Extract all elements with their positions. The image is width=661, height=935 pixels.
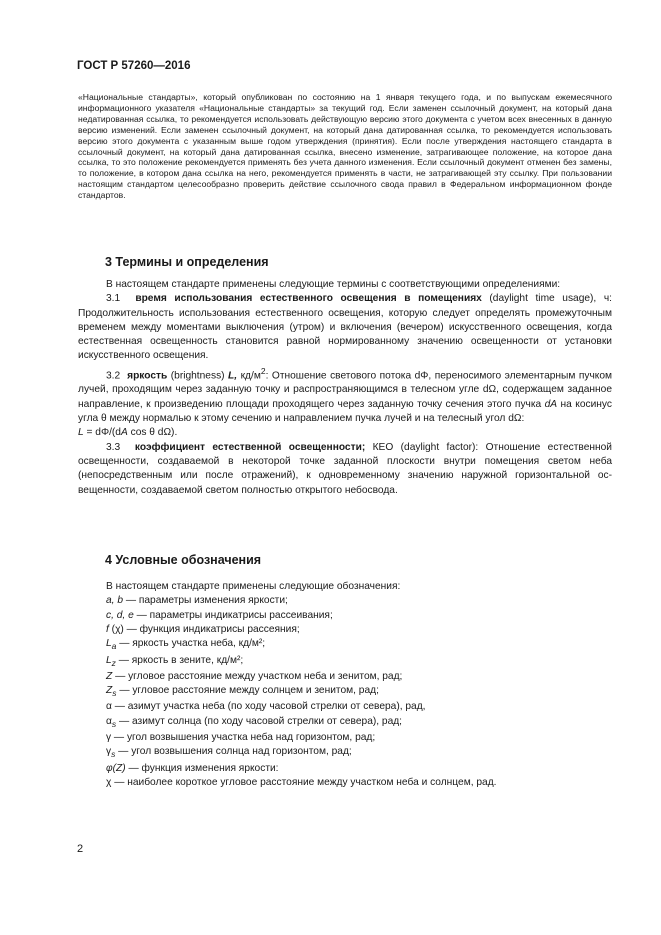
section-4-heading: 4 Условные обозначения [105,553,262,567]
symbol-description: — функция изменения яркости: [125,762,279,774]
symbol-item [78,670,612,684]
symbol: L [106,654,112,666]
term-3-2-definition-a: : Отношение светового потока dΦ, переносимого элементарным пучком лучей, проходящим через заданную точку и распространяющимся в телесном угле dΩ, содержащем заданное направление, к произведению площади проходящего через заданную точку сечения этого пучка [78,370,612,410]
symbol-description: — азимут участка неба (по ходу часовой стрелки от севера), рад, [111,701,426,713]
symbol-description: — параметры изменения яркости; [123,595,288,607]
symbol: Z [106,670,113,682]
symbol-description: — яркость участка неба, кд/м²; [116,638,266,650]
symbol-description: — азимут солнца (по ходу часовой стрелки от севера), рад; [116,715,403,727]
symbol-item [78,654,612,670]
symbol: L [106,638,112,650]
symbol-subscript: s [112,688,117,699]
term-3-2-unit: кд/м [237,370,261,382]
symbol-item [78,715,612,731]
term-3-1-num: 3.1 [106,293,121,305]
intro-paragraph [78,92,612,201]
formula-lhs: L [78,427,84,439]
symbol-description: — угловое расстояние между участком неба и зенитом, рад; [112,670,403,682]
symbol: f [106,623,109,635]
symbol-description: — яркость в зените, кд/м²; [115,654,244,666]
symbol-item [78,731,612,745]
page-header: ГОСТ Р 57260—2016 [77,60,191,72]
section-3-heading: 3 Термины и определения [105,255,269,269]
symbol: χ [106,777,112,789]
symbol-item [78,594,612,608]
symbol-item [78,623,612,637]
symbol: a, b [106,595,123,607]
term-3-1-term: время использования естественного освещения в помещениях [135,293,482,305]
symbol-description: — угловое расстояние между солнцем и зенитом, рад; [116,685,379,697]
symbol: α [106,701,112,713]
term-3-2-definition-b: на косинус угла θ между нормалью к этому сечению и направлением пучка лучей и на телесный угол dΩ: [78,398,612,425]
section-3 [78,255,612,498]
symbol-item [78,700,612,714]
term-3-3-num: 3.3 [106,441,121,453]
section-4 [92,553,612,790]
symbol-description: — угол возвышения участка неба над горизонтом, рад; [111,732,376,744]
term-3-2-num: 3.2 [106,370,121,382]
brightness-formula [78,426,612,440]
term-3-2-unit-sup: 2 [260,365,266,376]
symbol-subscript: s [111,718,117,729]
term-3-3-definition: КЕО (daylight factor): Отношение естественной освещенности, создаваемой в некоторой точке заданной плоскости внутри помещения светом неба (непосредственным или после отражений), к одновременному значению наружной горизонтальной освещенности, создаваемой светом полностью открытого небосвода. [78,441,612,496]
symbol-subscript: z [111,657,116,668]
symbol-item [78,745,612,761]
symbol-item [78,776,612,790]
intro-text: «Национальные стандарты», который опубликован по состоянию на 1 января текущего года, и по выпускам ежемесячного информационного указателя «Национальные стандарты» за текущий год. Если заменен ссылочный документ, на который дана недатированная ссылка, то рекомендуется использовать действующую версию этого документа с учетом всех внесенных в данную версию изменений. Если заменен ссылочный документ, на который дана датированная ссылка, то рекомендуется использовать версию этого документа с указанным выше годом утверждения (принятия). Если после утверждения настоящего стандарта в ссылочный документ, на который дана датированная ссылка, внесено изменение, затрагивающее положение, на которое дана ссылка, то это положение рекомендуется применять без учета данного изменения. Если ссылочный документ отменен без замены, то положение, в котором дана ссылка на него, рекомендуется применять в части, не затрагивающей эту ссылку. При пользовании настоящим стандартом целесообразно проверить действие ссылочного свода правил в Федеральном информационном фонде стандартов. [78,92,612,201]
term-3-1 [78,292,612,363]
section-3-body [78,278,612,498]
symbol-description: — параметры индикатрисы рассеивания; [133,609,333,621]
symbol: φ(Z) [106,762,126,774]
symbol-item [78,762,612,776]
section-3-intro: В настоящем стандарте применены следующие термины с соответствующими определениями: [106,279,561,290]
symbol-item [78,609,612,623]
formula-rhs-1: = dΦ/(d [83,427,121,439]
formula-rhs-2: cos θ dΩ). [127,427,178,439]
symbol-item [78,684,612,700]
term-3-2-symbol: L, [228,370,238,382]
page-number: 2 [77,843,84,855]
symbols-list [78,580,612,790]
symbol: c, d, e [106,609,134,621]
symbol-subscript: s [111,749,116,760]
symbol-item [78,637,612,653]
term-3-2-da: dA [544,398,558,410]
symbol-subscript: a [111,641,117,652]
formula-area: A [120,427,128,439]
term-3-2-english: (brightness) [167,370,229,382]
symbol-description: (χ) — функция индикатрисы рассеяния; [108,623,300,635]
term-3-3 [78,441,612,498]
symbol-description: — угол возвышения солнца над горизонтом, рад; [115,746,352,758]
symbol: Z [106,685,113,697]
symbol: α [106,715,112,727]
symbol: γ [106,732,112,744]
term-3-1-definition: (daylight time usage), ч: Продолжительность использования естественного освещения, которую следует определять промежуточным временем между моментами выключения (утром) и включения (вечером) искусственного освещения, когда естественная освещенность становится равной нормированному значению освещенности от установки искусственного освещения. [78,293,612,362]
symbol: γ [106,746,112,758]
term-3-2-term: яркость [127,370,168,382]
section-4-intro: В настоящем стандарте применены следующие обозначения: [106,581,401,592]
term-3-3-term: коэффициент естественной освещенности; [134,441,366,453]
symbol-description: — наиболее короткое угловое расстояние между участком неба и солнцем, рад. [111,777,497,789]
term-3-2 [78,364,612,427]
